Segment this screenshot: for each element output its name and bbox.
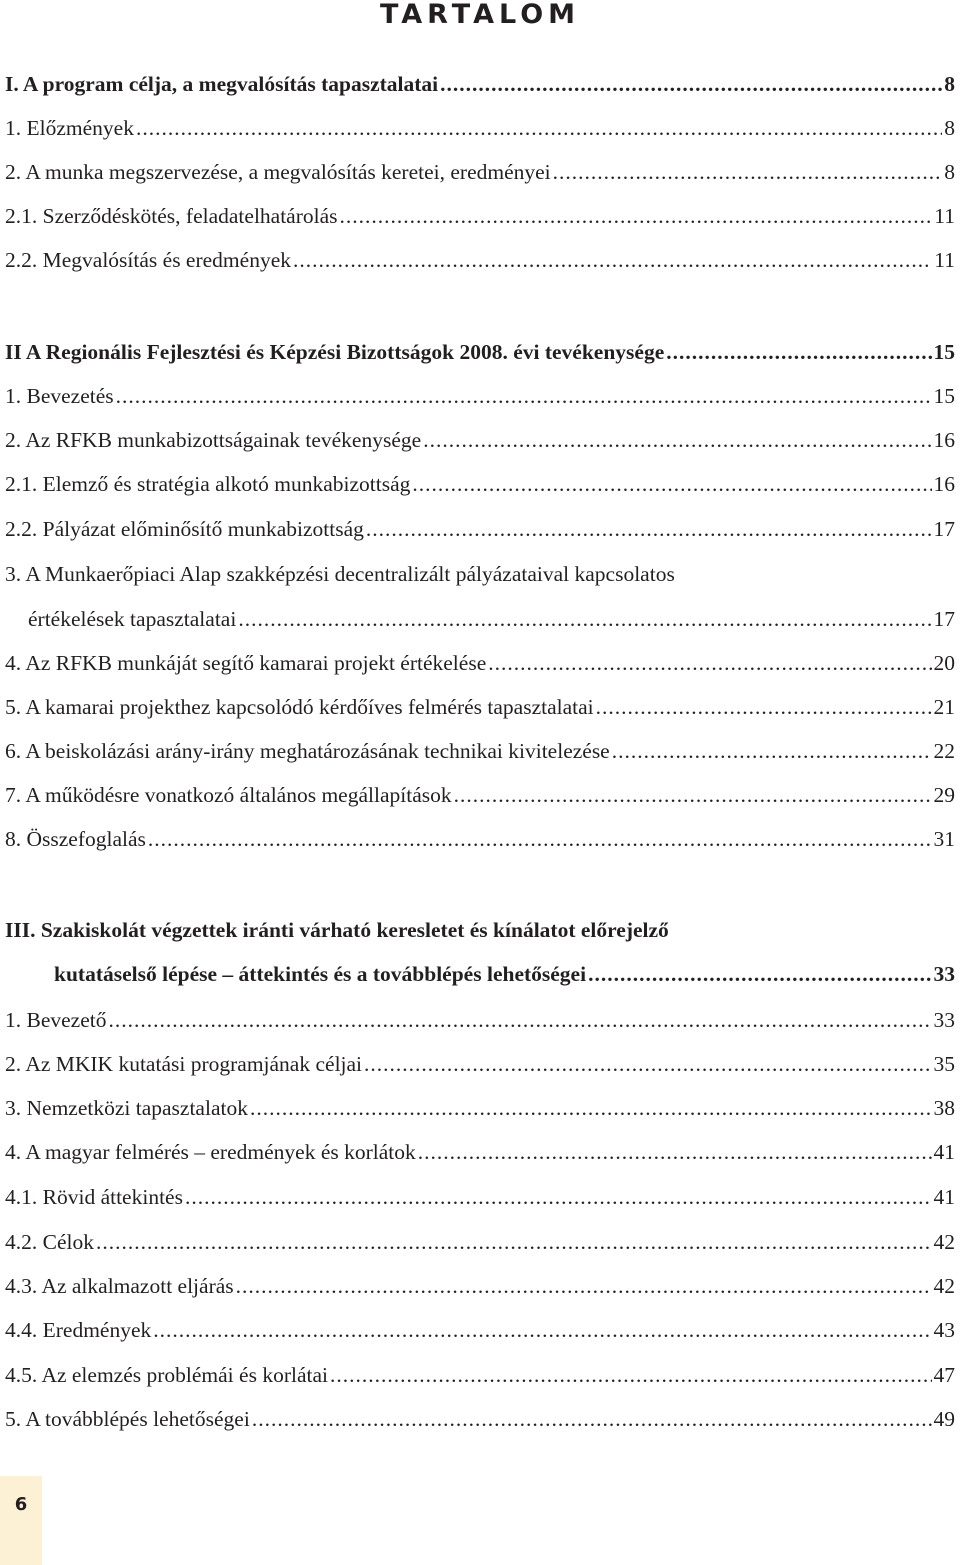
dot-leader xyxy=(612,733,932,769)
toc-entry[interactable] xyxy=(5,1312,955,1348)
dot-leader xyxy=(238,601,931,637)
toc-entry-page: 17 xyxy=(933,607,955,631)
toc-entry-part-1[interactable] xyxy=(5,66,955,102)
dot-leader xyxy=(440,66,942,102)
toc-entry-title: 6. A beiskolázási arány-irány meghatározásának technikai kivitelezése xyxy=(5,739,610,763)
dot-leader xyxy=(153,1312,931,1348)
toc-entry-page: 41 xyxy=(933,1185,955,1209)
toc-entry[interactable] xyxy=(5,1090,955,1126)
toc-heading: TARTALOM xyxy=(379,0,581,30)
toc-entry-title: 4.1. Rövid áttekintés xyxy=(5,1185,183,1209)
toc-entry-title: 2.1. Szerződéskötés, feladatelhatárolás xyxy=(5,204,338,228)
toc-entry-title: 2. Az RFKB munkabizottságainak tevékenysége xyxy=(5,428,422,452)
toc-entry[interactable] xyxy=(5,821,955,857)
toc-entry[interactable] xyxy=(5,154,955,190)
dot-leader xyxy=(553,154,943,190)
dot-leader xyxy=(366,511,932,547)
toc-entry-continuation[interactable] xyxy=(28,601,955,637)
dot-leader xyxy=(418,1134,932,1170)
dot-leader xyxy=(588,956,931,992)
toc-entry[interactable] xyxy=(5,1134,955,1170)
toc-entry[interactable] xyxy=(5,689,955,725)
toc-entry[interactable] xyxy=(5,110,955,146)
dot-leader xyxy=(596,689,932,725)
toc-entry-title: kutatáselső lépése – áttekintés és a továbblépés lehetőségei xyxy=(54,962,587,986)
toc-entry[interactable] xyxy=(5,242,955,278)
toc-entry[interactable] xyxy=(5,1224,955,1260)
dot-leader xyxy=(293,242,932,278)
toc-entry-page: 33 xyxy=(933,962,955,986)
toc-entry-page: 8 xyxy=(944,116,955,140)
toc-entry-title: 4.4. Eredmények xyxy=(5,1318,152,1342)
toc-entry[interactable] xyxy=(5,198,955,234)
dot-leader xyxy=(109,1002,932,1038)
toc-entry-page: 8 xyxy=(944,72,955,96)
toc-entry[interactable] xyxy=(5,1401,955,1437)
toc-entry-page: 29 xyxy=(933,783,955,807)
toc-entry[interactable] xyxy=(5,422,955,458)
toc-entry[interactable] xyxy=(5,511,955,547)
toc-entry-title: 4.5. Az elemzés problémái és korlátai xyxy=(5,1363,328,1387)
toc-entry-page: 20 xyxy=(933,651,955,675)
toc-entry[interactable] xyxy=(5,466,955,502)
toc-entry-part-3-continuation[interactable] xyxy=(54,956,955,992)
page-number: 6 xyxy=(14,1494,28,1515)
toc-entry-page: 49 xyxy=(933,1407,955,1431)
toc-entry-title: 3. A Munkaerőpiaci Alap szakképzési decentralizált pályázataival kapcsolatos xyxy=(5,562,675,586)
dot-leader xyxy=(666,334,931,370)
toc-entry[interactable] xyxy=(5,733,955,769)
toc-entry-title: II A Regionális Fejlesztési és Képzési Bizottságok 2008. évi tevékenysége xyxy=(5,340,665,364)
toc-entry-page: 8 xyxy=(944,160,955,184)
toc-entry-page: 42 xyxy=(933,1230,955,1254)
toc-entry[interactable] xyxy=(5,1357,955,1393)
toc-entry-title: 7. A működésre vonatkozó általános megállapítások xyxy=(5,783,452,807)
dot-leader xyxy=(148,821,932,857)
dot-leader xyxy=(136,110,942,146)
toc-entry-page: 16 xyxy=(933,472,955,496)
toc-entry-title: 2. A munka megszervezése, a megvalósítás keretei, eredményei xyxy=(5,160,551,184)
toc-entry-title: 1. Bevezetés xyxy=(5,384,114,408)
dot-leader xyxy=(454,777,932,813)
toc-entry-title: 3. Nemzetközi tapasztalatok xyxy=(5,1096,248,1120)
toc-entry-page: 11 xyxy=(934,204,955,228)
dot-leader xyxy=(252,1401,932,1437)
toc-entry-title: 4.2. Célok xyxy=(5,1230,94,1254)
toc-entry[interactable] xyxy=(5,1179,955,1215)
toc-entry-part-3[interactable] xyxy=(5,912,955,948)
toc-entry-title: 2.2. Megvalósítás és eredmények xyxy=(5,248,291,272)
toc-entry[interactable] xyxy=(5,645,955,681)
dot-leader xyxy=(488,645,931,681)
toc-entry-title: 5. A továbblépés lehetőségei xyxy=(5,1407,250,1431)
toc-entry-page: 17 xyxy=(933,517,955,541)
toc-entry-title: 2.2. Pályázat előminősítő munkabizottság xyxy=(5,517,364,541)
page-number-tab xyxy=(0,1476,42,1565)
toc-entry-title: 1. Előzmények xyxy=(5,116,134,140)
dot-leader xyxy=(96,1224,932,1260)
toc-entry-title: 1. Bevezető xyxy=(5,1008,107,1032)
toc-entry-title: 4. Az RFKB munkáját segítő kamarai projekt értékelése xyxy=(5,651,487,675)
dot-leader xyxy=(423,422,931,458)
toc-entry-title: I. A program célja, a megvalósítás tapasztalatai xyxy=(5,72,439,96)
toc-entry-page: 31 xyxy=(933,827,955,851)
toc-entry-title: 8. Összefoglalás xyxy=(5,827,146,851)
dot-leader xyxy=(250,1090,932,1126)
toc-entry-page: 11 xyxy=(934,248,955,272)
toc-entry-page: 42 xyxy=(933,1274,955,1298)
toc-entry-page: 16 xyxy=(933,428,955,452)
toc-entry-title: 4.3. Az alkalmazott eljárás xyxy=(5,1274,234,1298)
dot-leader xyxy=(340,198,933,234)
dot-leader xyxy=(185,1179,932,1215)
toc-entry[interactable] xyxy=(5,378,955,414)
toc-entry[interactable] xyxy=(5,777,955,813)
toc-entry-title: 5. A kamarai projekthez kapcsolódó kérdőíves felmérés tapasztalatai xyxy=(5,695,594,719)
toc-entry-page: 15 xyxy=(933,384,955,408)
toc-entry-page: 35 xyxy=(933,1052,955,1076)
toc-entry-page: 15 xyxy=(933,340,955,364)
toc-entry-title: 4. A magyar felmérés – eredmények és korlátok xyxy=(5,1140,416,1164)
toc-entry-page: 22 xyxy=(933,739,955,763)
toc-entry[interactable] xyxy=(5,1268,955,1304)
toc-entry-page: 21 xyxy=(933,695,955,719)
toc-entry-page: 47 xyxy=(933,1363,955,1387)
toc-entry-page: 43 xyxy=(933,1318,955,1342)
dot-leader xyxy=(412,466,931,502)
toc-entry-title: 2. Az MKIK kutatási programjának céljai xyxy=(5,1052,363,1076)
toc-entry-page: 38 xyxy=(933,1096,955,1120)
toc-entry-title: 2.1. Elemző és stratégia alkotó munkabizottság xyxy=(5,472,411,496)
dot-leader xyxy=(236,1268,932,1304)
dot-leader xyxy=(364,1046,931,1082)
toc-entry-title: értékelések tapasztalatai xyxy=(28,607,237,631)
dot-leader xyxy=(116,378,932,414)
toc-entry-page: 41 xyxy=(933,1140,955,1164)
toc-entry-part-2[interactable] xyxy=(5,334,955,370)
toc-entry[interactable] xyxy=(5,1046,955,1082)
toc-entry[interactable] xyxy=(5,1002,955,1038)
toc-entry-title: III. Szakiskolát végzettek iránti várható keresletet és kínálatot előrejelző xyxy=(5,918,669,942)
toc-entry-page: 33 xyxy=(933,1008,955,1032)
dot-leader xyxy=(330,1357,932,1393)
toc-entry[interactable] xyxy=(5,556,955,592)
